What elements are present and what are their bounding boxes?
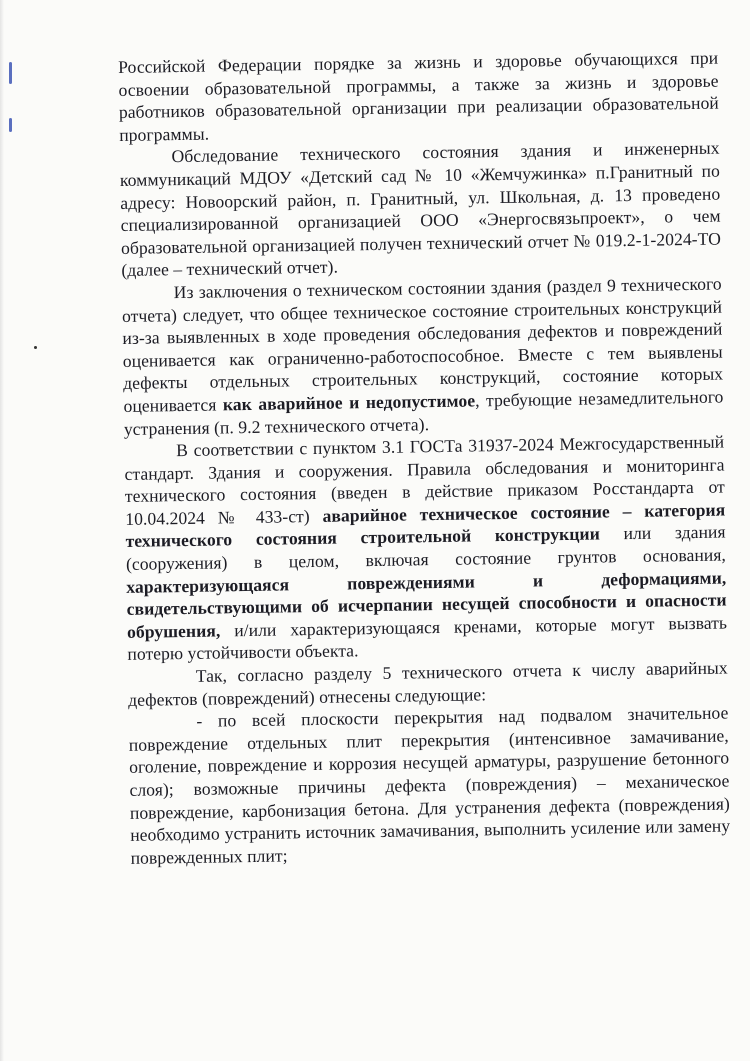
text-run: В соответствии с пунктом 3.1 ГОСТа 31937-2024 Межгосударственный стандарт. Здания и сооружения. Правила обследования и мониторинга технического состояния (введен в действие приказом Росстандарта от 10.04.2024 № 433-ст) [124,431,725,529]
paragraph-gost [124,431,727,666]
document-page [118,47,731,870]
text-run: Из заключения о техническом состоянии здания (раздел 9 технического отчета) следует, что общее техническое состояние строительных конструкций из-за выявленных в ходе проведения обследования дефектов и повреждений оценивается как ограниченно-работоспособное. Вместе с тем выявлены дефекты отдельных строительных конструкций, состояние которых оценивается [121,273,724,416]
text-run: , требующие незамедлительного устранения (п. 9.2 технического отчета). [123,386,724,439]
scan-edge-shadow [0,0,4,1061]
bold-run: аварийное техническое состояние – категория технического состояния строительной конструкции [125,499,726,552]
paragraph-continuation: Российской Федерации порядке за жизнь и здоровье обучающихся при освоении образовательной программы, а также за жизнь и здоровье работников образовательной организации при реализации образовательной программы. [118,47,719,145]
text-run: или здания (сооружения) в целом, включая состояние грунтов основания, [125,521,727,574]
paragraph-conclusion [122,272,724,440]
ink-mark [9,62,12,84]
bold-run: характеризующаяся повреждениями и деформациями, свидетельствующими об исчерпании несущей способности и опасности обрушения, [126,567,727,642]
ink-dot [34,346,37,349]
paragraph-survey: Обследование технического состояния здания и инженерных коммуникаций МДОУ «Детский сад № 10 «Жемчужинка» п.Гранитный по адресу: Новоорский район, п. Гранитный, ул. Школьная, д. 13 проведено специализированной организацией ООО «Энергосвязьпроект», о чем образовательной организацией получен технический отчет № 019.2-1-2024-ТО (далее – технический отчет). [119,137,722,281]
paragraph-defect-item: - по всей плоскости перекрытия над подвалом значительное повреждение отдельных плит перекрытия (интенсивное замачивание, оголение, повреждение и коррозия несущей арматуры, разрушение бетонного слоя); возможные причины дефекта (повреждения) – механическое повреждение, карбонизация бетона. Для устранения дефекта (повреждения) необходимо устранить источник замачивания, выполнить усиление или замену поврежденных плит; [128,702,731,868]
bold-run: как аварийное и недопустимое [222,390,476,415]
paragraph-defects-intro: Так, согласно разделу 5 технического отчета к числу аварийных дефектов (повреждений) отнесены следующие: [127,657,728,710]
ink-mark [9,118,12,132]
text-run: и/или характеризующаяся кренами, которые могут вызвать потерю устойчивости объекта. [127,612,728,665]
